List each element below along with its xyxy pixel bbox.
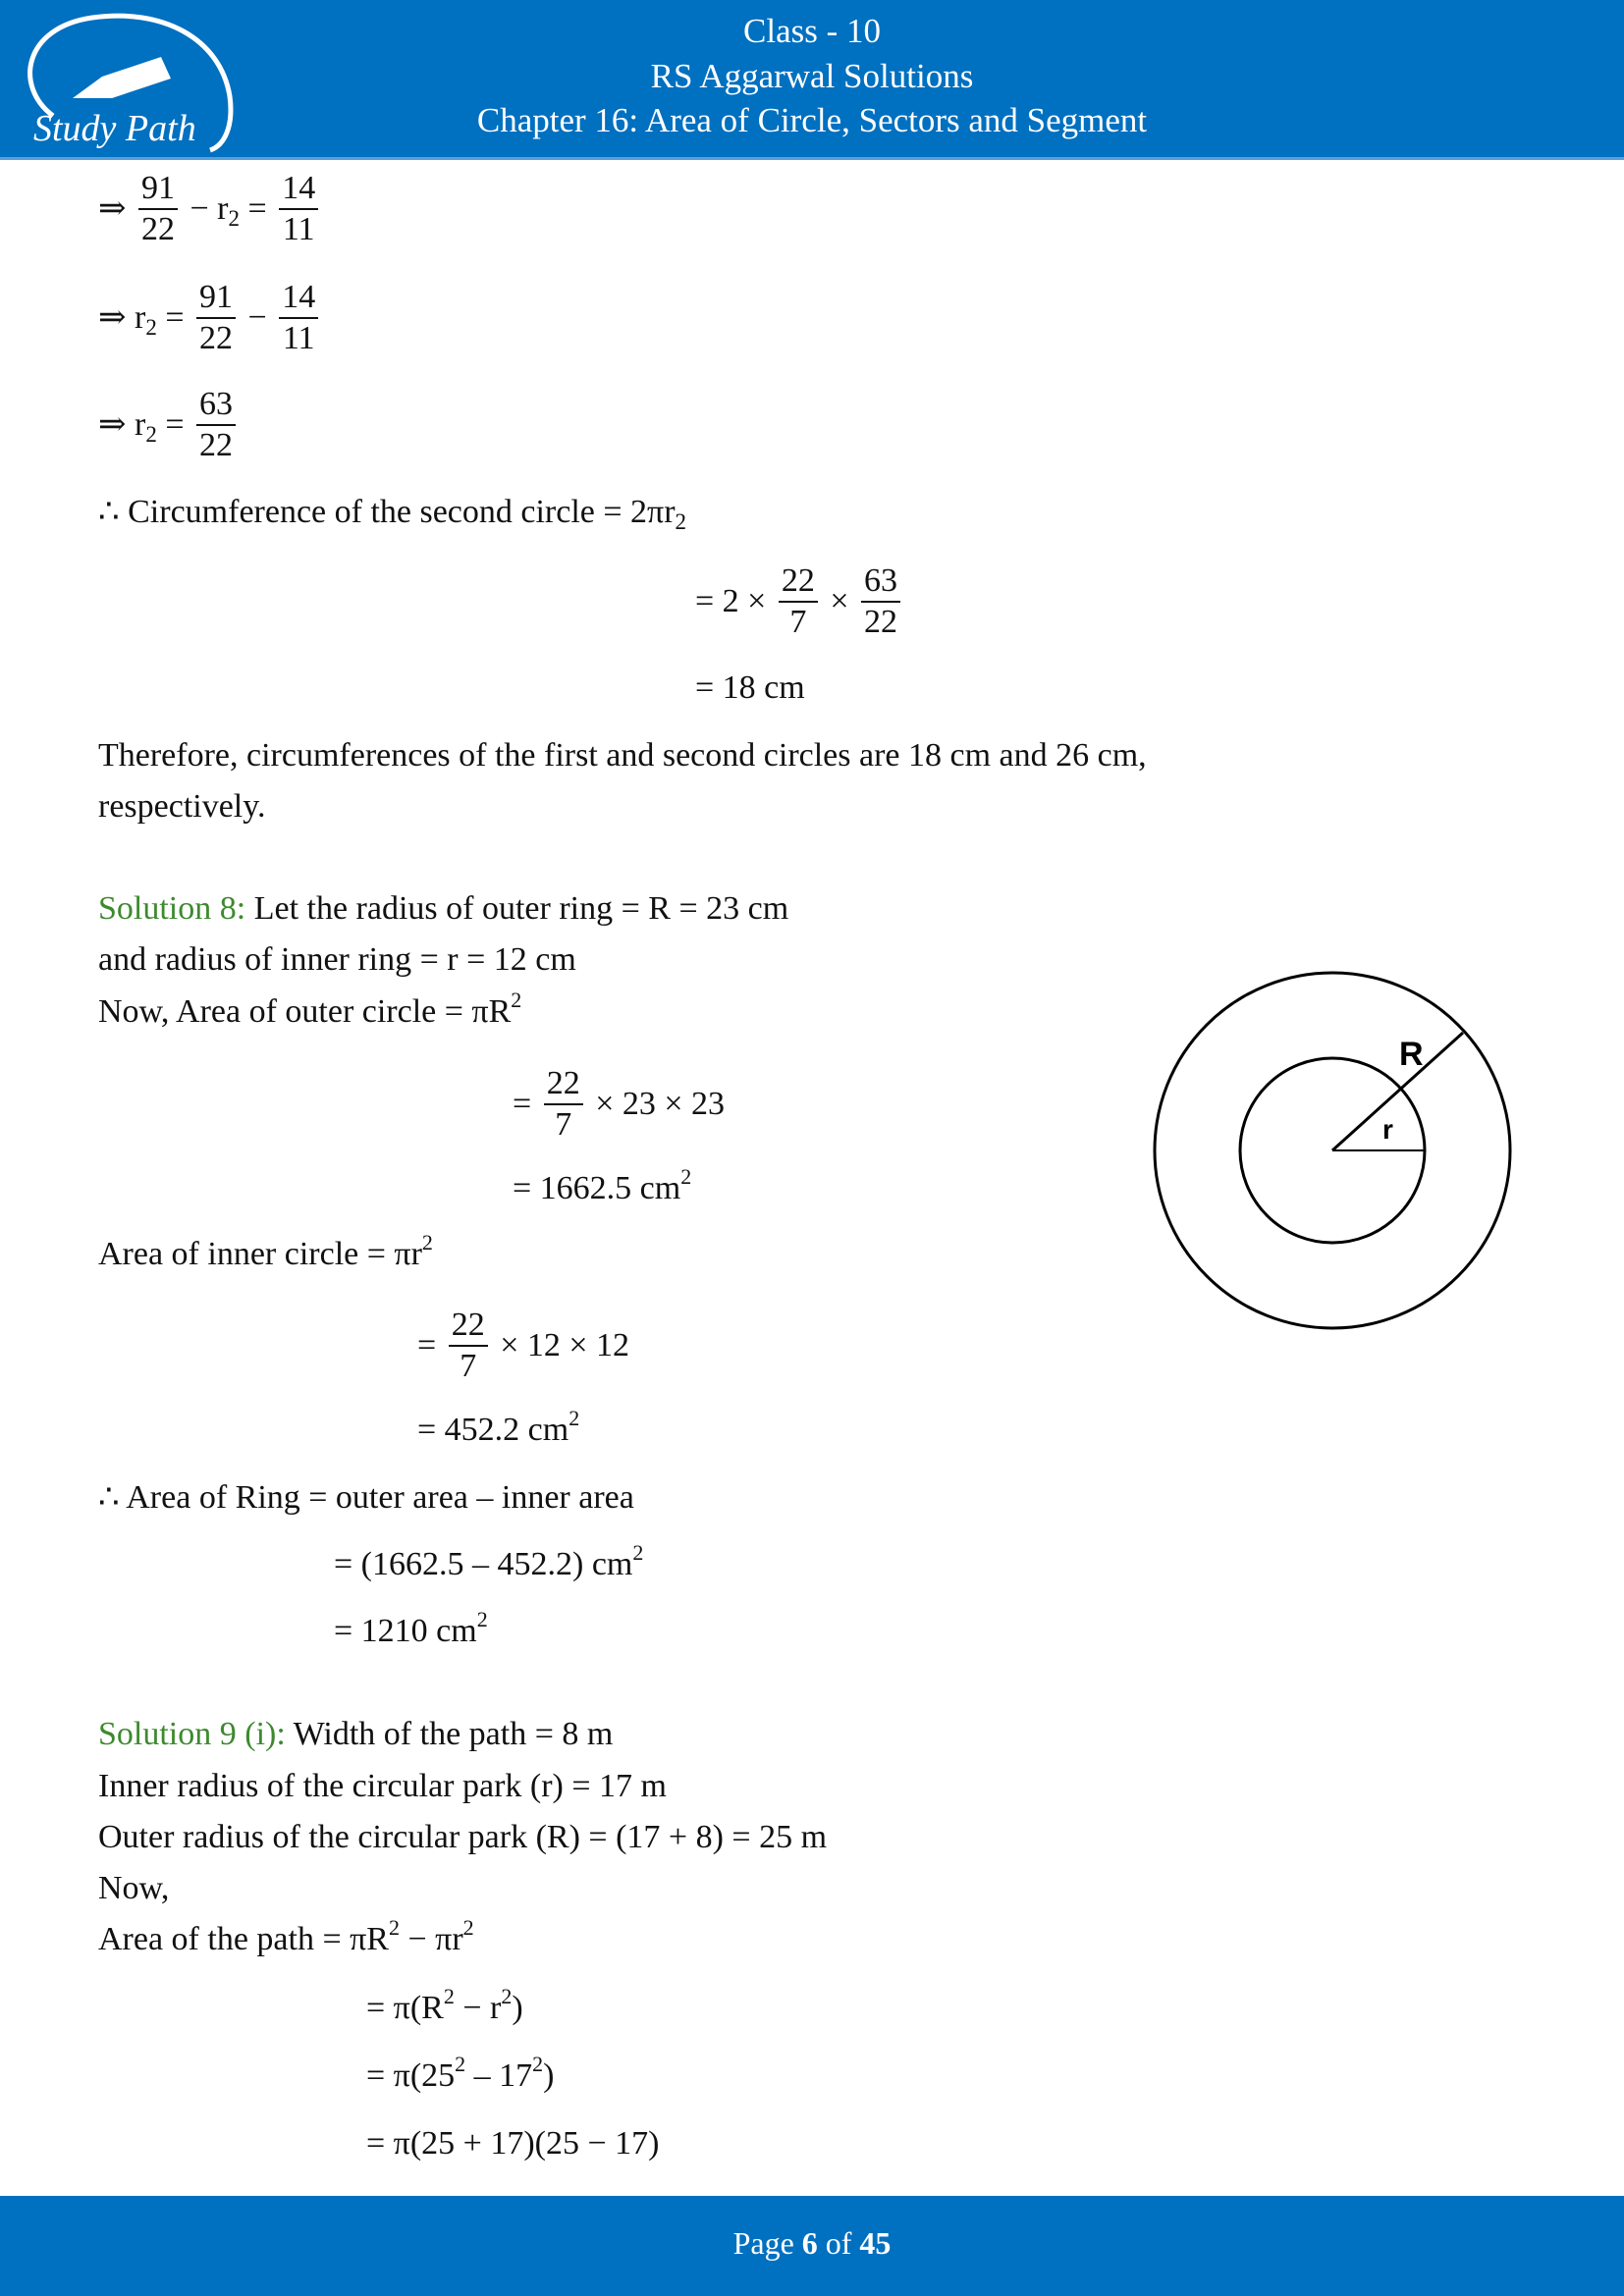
numerator: 22	[449, 1306, 488, 1347]
math-line	[513, 1061, 725, 1148]
math-line	[366, 2052, 555, 2098]
text-segment: Area of the path = πR	[98, 1921, 389, 1957]
text-segment: =	[417, 1327, 445, 1363]
text-segment: = 1662.5 cm	[513, 1170, 681, 1206]
text-segment: Therefore, circumferences of the first and second circles are 18 cm and 26 cm,	[98, 737, 1147, 774]
math-line	[98, 1713, 613, 1756]
denominator: 22	[864, 604, 898, 640]
text-segment: − r	[454, 1990, 502, 2026]
math-line	[98, 1867, 169, 1910]
math-line	[334, 1607, 488, 1653]
math-line	[417, 1406, 580, 1452]
denominator: 22	[199, 427, 233, 463]
superscript: 2	[455, 2052, 466, 2076]
numerator: 22	[544, 1064, 583, 1105]
text-segment: − r	[182, 190, 229, 227]
math-line	[98, 785, 266, 828]
superscript: 2	[680, 1164, 692, 1189]
math-line	[98, 990, 521, 1034]
fraction	[861, 561, 900, 642]
text-segment: = π(R	[366, 1990, 444, 2026]
text-segment: = π(25 + 17)(25 − 17)	[366, 2125, 660, 2162]
text-segment: Now, Area of outer circle = πR	[98, 993, 512, 1030]
text-segment: = (1662.5 – 452.2) cm	[334, 1546, 633, 1582]
text-segment: )	[512, 1990, 523, 2026]
text-segment: −	[240, 299, 276, 336]
text-segment: – 17	[465, 2057, 533, 2094]
text-segment: Area of inner circle = πr	[98, 1236, 422, 1272]
fraction	[279, 169, 318, 249]
math-line	[98, 382, 240, 468]
text-segment: ⇒	[98, 190, 135, 227]
text-segment: − πr	[399, 1921, 463, 1957]
text-segment: = π(25	[366, 2057, 456, 2094]
header-book: RS Aggarwal Solutions	[650, 57, 974, 95]
math-line	[98, 1816, 827, 1859]
text-segment: )	[543, 2057, 555, 2094]
numerator: 63	[196, 385, 236, 426]
text-segment: = 452.2 cm	[417, 1412, 569, 1448]
denominator: 22	[141, 211, 175, 247]
concentric-circles-figure	[1139, 962, 1532, 1345]
fraction	[779, 561, 818, 642]
text-segment: Outer radius of the circular park (R) = (17 + 8) = 25 m	[98, 1819, 828, 1855]
text-segment: × 23 × 23	[586, 1086, 726, 1122]
numerator: 22	[779, 561, 818, 603]
text-segment: and radius of inner ring = r = 12 cm	[98, 941, 576, 978]
subscript: 2	[228, 206, 240, 231]
math-line	[98, 887, 788, 931]
math-line	[98, 1230, 433, 1276]
text-segment: × 12 × 12	[491, 1327, 630, 1363]
subscript: 2	[145, 315, 157, 340]
superscript: 2	[421, 1230, 433, 1255]
text-segment: =	[240, 190, 276, 227]
superscript: 2	[511, 988, 522, 1012]
page-number: Page 6 of 45	[732, 2225, 892, 2261]
header-chapter: Chapter 16: Area of Circle, Sectors and Segment	[476, 101, 1148, 139]
numerator: 91	[196, 278, 236, 319]
text-segment: Width of the path = 8 m	[285, 1716, 614, 1752]
text-segment: ×	[821, 583, 858, 619]
solution-heading: Solution 8:	[98, 890, 246, 927]
text-segment: =	[156, 299, 192, 336]
label-r: r	[1382, 1114, 1393, 1145]
math-line	[98, 1765, 667, 1808]
denominator: 7	[460, 1348, 477, 1384]
math-line	[513, 1164, 692, 1210]
text-segment: ∴ Circumference of the second circle = 2πr	[98, 494, 676, 530]
text-segment: Now,	[98, 1870, 170, 1906]
text-segment: Inner radius of the circular park (r) = 17 m	[98, 1768, 667, 1804]
math-line	[98, 1476, 634, 1520]
label-R: R	[1399, 1036, 1424, 1073]
superscript: 2	[462, 1915, 474, 1940]
text-segment: ⇒ r	[98, 406, 146, 443]
math-line	[366, 1984, 523, 2030]
denominator: 7	[555, 1106, 572, 1143]
math-line	[98, 734, 1147, 777]
numerator: 14	[279, 278, 318, 319]
text-segment: ∴ Area of Ring = outer area – inner area	[98, 1479, 634, 1516]
numerator: 91	[138, 169, 178, 210]
denominator: 7	[789, 604, 807, 640]
superscript: 2	[532, 2052, 544, 2076]
subscript: 2	[675, 509, 687, 534]
svg-text:Study Path: Study Path	[33, 108, 196, 149]
page-footer	[0, 2196, 1624, 2296]
math-line	[98, 275, 322, 361]
text-segment: =	[513, 1086, 540, 1122]
fraction	[279, 278, 318, 358]
text-segment: ⇒ r	[98, 299, 146, 336]
math-line	[98, 166, 322, 252]
text-segment: respectively.	[98, 788, 266, 825]
text-segment: Let the radius of outer ring = R = 23 cm	[245, 890, 789, 927]
math-line	[98, 1915, 474, 1961]
math-line	[366, 2122, 659, 2165]
math-line	[98, 938, 576, 982]
math-line	[334, 1540, 644, 1586]
fraction	[449, 1306, 488, 1386]
fraction	[196, 278, 236, 358]
fraction	[544, 1064, 583, 1145]
header-class: Class - 10	[743, 12, 881, 50]
superscript: 2	[632, 1540, 644, 1565]
fraction	[138, 169, 178, 249]
math-line	[98, 491, 686, 534]
solution-heading: Solution 9 (i):	[98, 1716, 286, 1752]
subscript: 2	[145, 422, 157, 447]
page-header	[0, 0, 1624, 160]
radius-R-line	[1332, 1033, 1463, 1150]
numerator: 14	[279, 169, 318, 210]
superscript: 2	[501, 1984, 513, 2008]
text-segment: = 1210 cm	[334, 1613, 477, 1649]
superscript: 2	[388, 1915, 400, 1940]
superscript: 2	[568, 1406, 580, 1430]
math-line	[695, 559, 904, 645]
denominator: 11	[282, 211, 315, 247]
denominator: 11	[282, 320, 315, 356]
superscript: 2	[476, 1607, 488, 1631]
math-line	[417, 1303, 629, 1389]
superscript: 2	[443, 1984, 455, 2008]
math-line	[695, 667, 805, 710]
denominator: 22	[199, 320, 233, 356]
numerator: 63	[861, 561, 900, 603]
text-segment: =	[156, 406, 192, 443]
text-segment: = 18 cm	[695, 669, 805, 706]
text-segment: = 2 ×	[695, 583, 775, 619]
fraction	[196, 385, 236, 465]
